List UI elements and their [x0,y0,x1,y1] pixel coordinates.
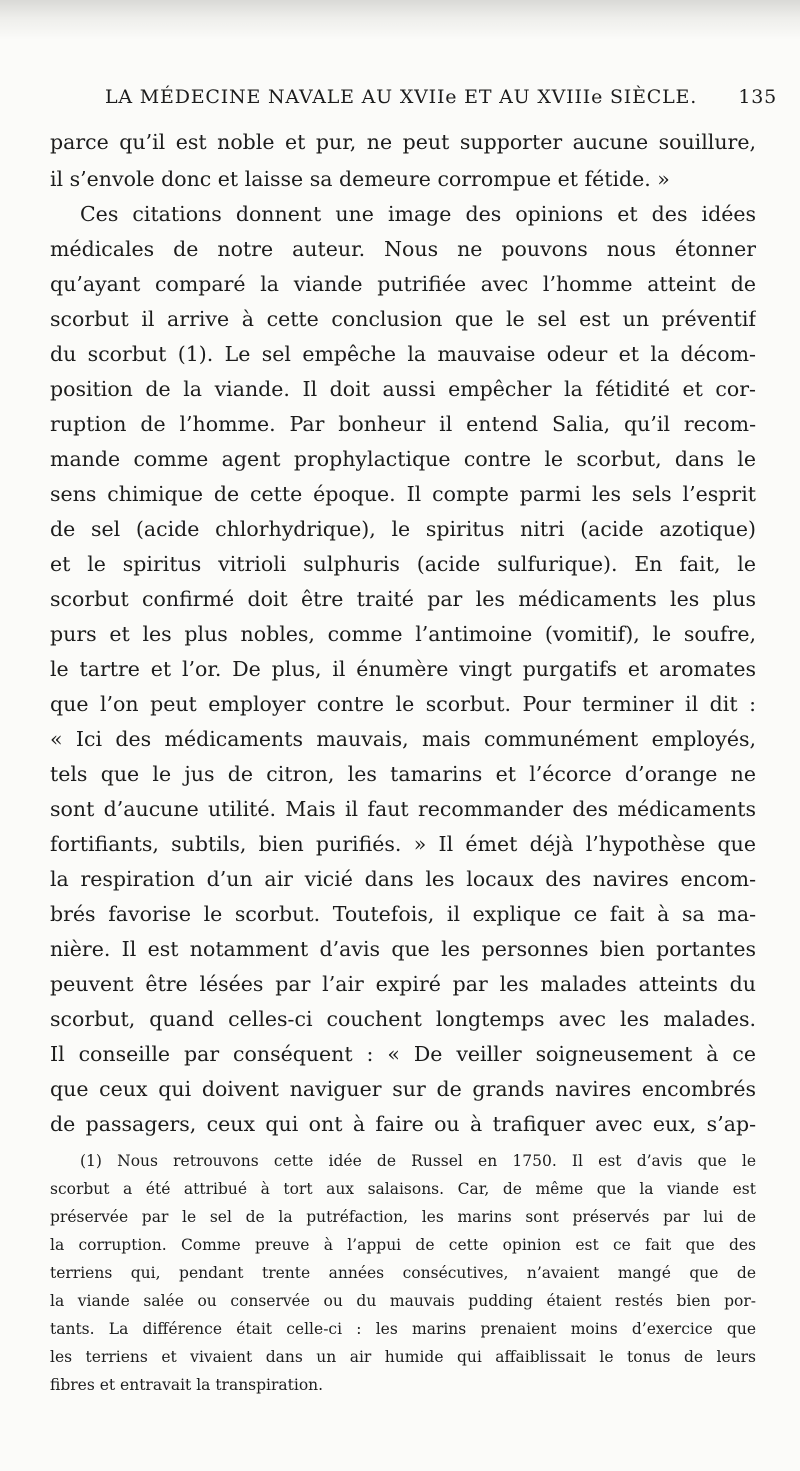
body-line: nière. Il est notamment d’avis que les personnes bien portantes [50,937,756,961]
footnote-line: les terriens et vivaient dans un air humide qui affaiblissait le tonus de leurs [50,1348,756,1366]
footnote-line: fibres et entravait la transpiration. [50,1376,324,1394]
body-line: de passagers, ceux qui ont à faire ou à trafiquer avec eux, s’ap- [50,1112,756,1136]
body-line: que l’on peut employer contre le scorbut. Pour terminer il dit : [50,692,756,716]
footnote-line: la corruption. Comme preuve à l’appui de cette opinion est ce fait que des [50,1236,756,1254]
body-line: le tartre et l’or. De plus, il énumère vingt purgatifs et aromates [50,657,756,681]
footnote-line: terriens qui, pendant trente années consécutives, n’avaient mangé que de [50,1264,756,1282]
body-line: que ceux qui doivent naviguer sur de grands navires encombrés [50,1077,756,1101]
body-line: qu’ayant comparé la viande putrifiée avec l’homme atteint de [50,272,756,296]
body-line: position de la viande. Il doit aussi empêcher la fétidité et cor- [50,377,756,401]
body-line: fortifiants, subtils, bien purifiés. » Il émet déjà l’hypothèse que [50,832,756,856]
running-header [105,86,777,116]
body-line: sens chimique de cette époque. Il compte parmi les sels l’esprit [50,482,756,506]
body-line: Ces citations donnent une image des opinions et des idées [80,202,756,226]
footnote-line: préservée par le sel de la putréfaction, les marins sont préservés par lui de [50,1208,756,1226]
body-line: ruption de l’homme. Par bonheur il entend Salia, qu’il recom- [50,412,756,436]
running-title: LA MÉDECINE NAVALE AU XVIIe ET AU XVIIIe SIÈCLE. [105,86,698,108]
body-line: scorbut confirmé doit être traité par les médicaments les plus [50,587,756,611]
footnote-line: (1) Nous retrouvons cette idée de Russel en 1750. Il est d’avis que le [80,1152,756,1170]
page-number: 135 [738,86,777,108]
body-line: mande comme agent prophylactique contre le scorbut, dans le [50,447,756,471]
scan-edge-shading [0,0,800,40]
footnote-line: scorbut a été attribué à tort aux salaisons. Car, de même que la viande est [50,1180,756,1198]
body-line: scorbut, quand celles-ci couchent longtemps avec les malades. [50,1007,756,1031]
body-line: scorbut il arrive à cette conclusion que le sel est un préventif [50,307,756,331]
body-line: sont d’aucune utilité. Mais il faut recommander des médicaments [50,797,756,821]
body-line: médicales de notre auteur. Nous ne pouvons nous étonner [50,237,756,261]
body-line: de sel (acide chlorhydrique), le spiritus nitri (acide azotique) [50,517,756,541]
body-line: purs et les plus nobles, comme l’antimoine (vomitif), le soufre, [50,622,756,646]
body-line: tels que le jus de citron, les tamarins et l’écorce d’orange ne [50,762,756,786]
body-line: du scorbut (1). Le sel empêche la mauvaise odeur et la décom- [50,342,756,366]
body-line: parce qu’il est noble et pur, ne peut supporter aucune souillure, [50,130,756,154]
body-line: la respiration d’un air vicié dans les locaux des navires encom- [50,867,756,891]
body-line: Il conseille par conséquent : « De veiller soigneusement à ce [50,1042,756,1066]
footnote-line: tants. La différence était celle-ci : les marins prenaient moins d’exercice que [50,1320,756,1338]
footnote-line: la viande salée ou conservée ou du mauvais pudding étaient restés bien por- [50,1292,756,1310]
body-line: « Ici des médicaments mauvais, mais communément employés, [50,727,756,751]
body-line: brés favorise le scorbut. Toutefois, il explique ce fait à sa ma- [50,902,756,926]
body-line: il s’envole donc et laisse sa demeure corrompue et fétide. » [50,167,670,191]
body-line: peuvent être lésées par l’air expiré par les malades atteints du [50,972,756,996]
body-line: et le spiritus vitrioli sulphuris (acide sulfurique). En fait, le [50,552,756,576]
